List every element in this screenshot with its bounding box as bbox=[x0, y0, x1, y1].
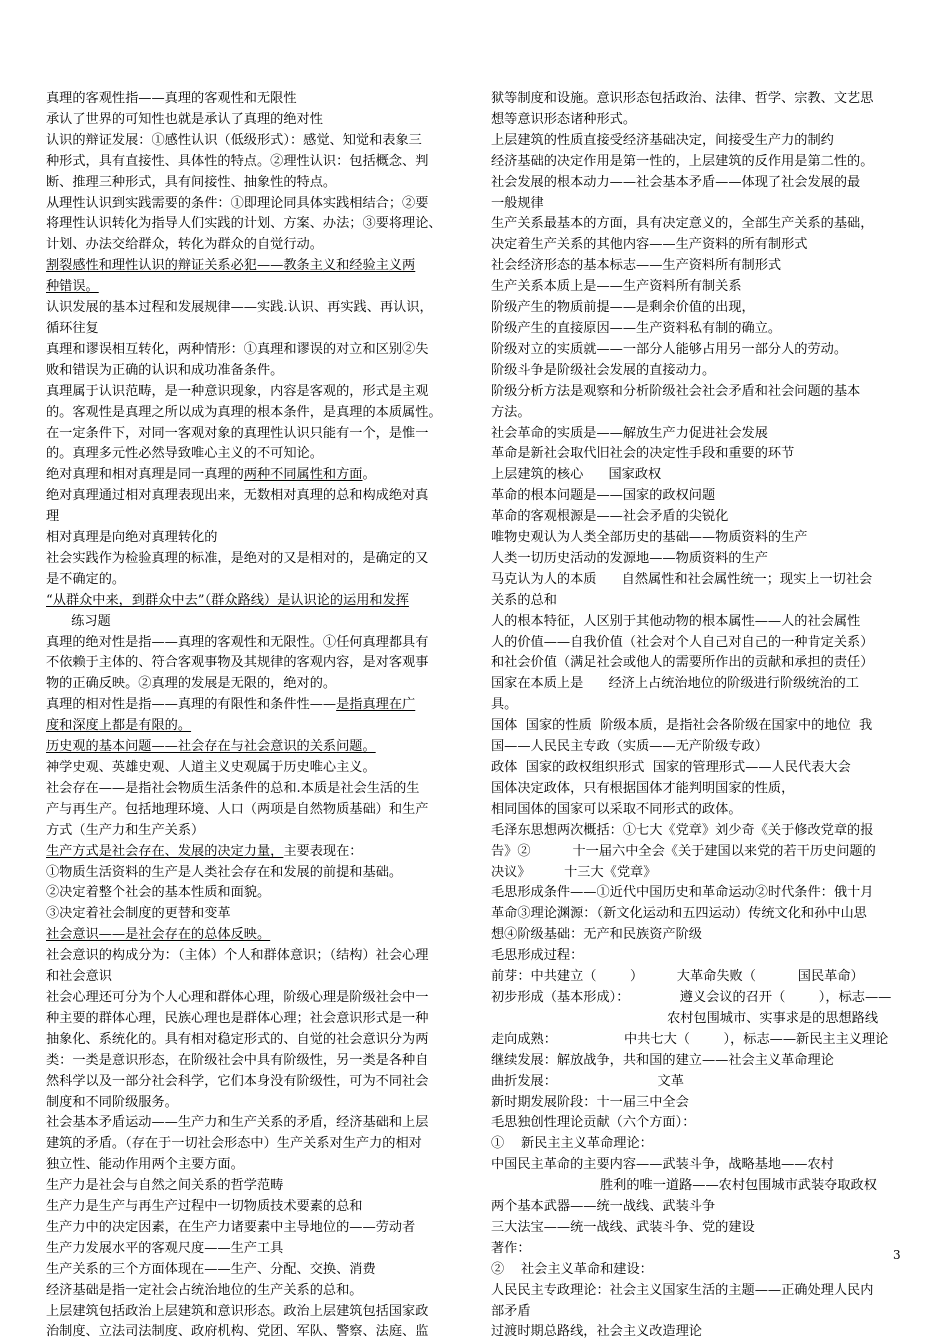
page-number: 3 bbox=[893, 1248, 901, 1262]
text-line: 部矛盾 bbox=[491, 1303, 531, 1319]
text-line: 社会意识的构成分为：（主体）个人和群体意识；（结构）社会心理 bbox=[46, 948, 429, 964]
text-line: 过渡时期总路线，社会主义改造理论 bbox=[491, 1324, 702, 1340]
text-line: 社会意识——是社会存在的总体反映。 bbox=[46, 927, 271, 943]
text-line: 阶级对立的实质就——一部分人能够占用另一部分人的劳动。 bbox=[491, 341, 848, 357]
text-line: 然科学以及一部分社会科学，它们本身没有阶级性，可为不同社会 bbox=[46, 1073, 429, 1089]
text-line: 农村包围城市、实事求是的思想路线 bbox=[491, 1010, 879, 1026]
text-line: 绝对真理通过相对真理表现出来，无数相对真理的总和构成绝对真 bbox=[46, 488, 429, 504]
text-line: 社会存在——是指社会物质生活条件的总和.本质是社会生活的生 bbox=[46, 780, 420, 796]
text-line: 人的根本特征，人区别于其他动物的根本属性——人的社会属性 bbox=[491, 613, 861, 629]
text-line: 生产力发展水平的客观尺度——生产工具 bbox=[46, 1240, 284, 1256]
text-line: 决定着生产关系的其他内容——生产资料的所有制形式 bbox=[491, 237, 808, 253]
text-line: 和社会意识 bbox=[46, 969, 112, 985]
text-line: 真理和谬误相互转化，两种情形：①真理和谬误的对立和区别②失 bbox=[46, 341, 429, 357]
text-line: 是不确定的。 bbox=[46, 571, 126, 587]
text-line: 经济基础的决定作用是第一性的，上层建筑的反作用是第二性的。 bbox=[491, 153, 874, 169]
text-line: 胜利的唯一道路——农村包围城市武装夺取政权 bbox=[491, 1178, 877, 1194]
text-line: 阶级斗争是阶级社会发展的直接动力。 bbox=[491, 362, 716, 378]
text-line: 阶级产生的直接原因——生产资料私有制的确立。 bbox=[491, 320, 782, 336]
text-segment: 。 bbox=[362, 467, 376, 483]
text-line: 方式（生产力和生产关系） bbox=[46, 822, 205, 838]
text-line: 从理性认识到实践需要的条件：①即理论同具体实践相结合；②要 bbox=[46, 195, 429, 211]
text-line: 社会基本矛盾运动——生产力和生产关系的矛盾，经济基础和上层 bbox=[46, 1115, 429, 1131]
text-line: 社会革命的实质是——解放生产力促进社会发展 bbox=[491, 425, 768, 441]
text-line: 抽象化、系统化的。具有相对稳定形式的、自觉的社会意识分为两 bbox=[46, 1031, 429, 1047]
text-line: 生产关系本质上是——生产资料所有制关系 bbox=[491, 279, 742, 295]
text-line: 想④阶级基础：无产和民族资产阶级 bbox=[491, 927, 702, 943]
text-line: ①物质生活资料的生产是人类社会存在和发展的前提和基础。 bbox=[46, 864, 403, 880]
text-line: 断、推理三种形式，具有间接性、抽象性的特点。 bbox=[46, 174, 337, 190]
text-line: 国——人民民主专政（实质——无产阶级专政） bbox=[491, 739, 768, 755]
text-line: 治制度、立法司法制度、政府机构、党团、军队、警察、法庭、监 bbox=[46, 1324, 429, 1340]
text-line: 想等意识形态诸种形式。 bbox=[491, 111, 637, 127]
text-line: 神学史观、英雄史观、人道主义史观属于历史唯心主义。 bbox=[46, 760, 376, 775]
text-line: 革命的客观根源是——社会矛盾的尖锐化 bbox=[491, 509, 729, 525]
text-line: 建筑的矛盾。（存在于一切社会形态中）生产关系对生产力的相对 bbox=[46, 1136, 422, 1152]
text-line: 社会实践作为检验真理的标准，是绝对的又是相对的，是确定的又 bbox=[46, 550, 429, 566]
text-line: 阶级产生的物质前提——是剩余价值的出现， bbox=[491, 300, 755, 316]
text-line: 历史观的基本问题——社会存在与社会意识的关系问题。 bbox=[46, 739, 376, 755]
text-line: 国体决定政体，只有根据国体才能判明国家的性质， bbox=[491, 780, 795, 796]
text-segment: 真理的相对性是指——真理的有限性和条件性—— bbox=[46, 697, 337, 713]
text-line: 真理的客观性指——真理的客观性和无限性 bbox=[46, 91, 297, 106]
text-line: 真理属于认识范畴，是一种意识现象，内容是客观的，形式是主观 bbox=[46, 383, 429, 399]
text-line: 革命的根本问题是——国家的政权问题 bbox=[491, 488, 716, 504]
text-line: 三大法宝——统一战线、武装斗争、党的建设 bbox=[491, 1219, 755, 1235]
text-line: 相对真理是向绝对真理转化的 bbox=[46, 530, 218, 546]
text-line: 练习题 bbox=[46, 613, 111, 629]
text-line bbox=[46, 465, 464, 486]
text-line: 生产力中的决定因素，在生产力诸要素中主导地位的——劳动者 bbox=[46, 1219, 416, 1235]
left-column bbox=[46, 89, 464, 1343]
text-line: 走向成熟： 中共七大（ ），标志——新民主主义理论 bbox=[491, 1031, 889, 1047]
text-line: 方法。 bbox=[491, 404, 531, 420]
text-line: 循环往复 bbox=[46, 320, 99, 336]
text-line: 相同国体的国家可以采取不同形式的政体。 bbox=[491, 801, 742, 817]
underlined-text: 是指真理在广 bbox=[336, 697, 416, 713]
text-line: 人民民主专政理论：社会主义国家生活的主题——正确处理人民内 bbox=[491, 1282, 874, 1298]
text-line: 初步形成（基本形成）： 遵义会议的召开（ ），标志—— bbox=[491, 989, 892, 1005]
text-line: 的。客观性是真理之所以成为真理的根本条件，是真理的本质属性。 bbox=[46, 404, 442, 420]
text-line: 革命是新社会取代旧社会的决定性手段和重要的环节 bbox=[491, 446, 795, 462]
text-line: 中国民主革命的主要内容——武装斗争，战略基地——农村 bbox=[491, 1157, 834, 1173]
text-line: ③决定着社会制度的更替和变革 bbox=[46, 906, 231, 922]
text-line: 生产关系的三个方面体现在——生产、分配、交换、消费 bbox=[46, 1261, 376, 1277]
text-line: 社会发展的根本动力——社会基本矛盾——体现了社会发展的最 bbox=[491, 174, 861, 190]
text-line: 独立性、能动作用两个主要方面。 bbox=[46, 1157, 244, 1173]
text-line: 曲折发展： 文革 bbox=[491, 1073, 684, 1089]
text-line: 前芽：中共建立（ ） 大革命失败（ 国民革命） bbox=[491, 969, 864, 985]
text-line: 国家在本质上是 经济上占统治地位的阶级进行阶级统治的工 bbox=[491, 676, 860, 692]
text-line: 上层建筑的性质直接受经济基础决定，间接受生产力的制约 bbox=[491, 132, 834, 148]
text-line: 生产力是生产与再生产过程中一切物质技术要素的总和 bbox=[46, 1199, 363, 1215]
text-line: 毛思独创性理论贡献（六个方面）： bbox=[491, 1115, 696, 1131]
text-line: ① 新民主主义革命理论： bbox=[491, 1136, 653, 1152]
text-line: 制度和不同阶级服务。 bbox=[46, 1094, 178, 1110]
text-line: 具。 bbox=[491, 697, 518, 713]
text-line: 唯物史观认为人类全部历史的基础——物质资料的生产 bbox=[491, 530, 808, 546]
text-line: 认识的辩证发展：①感性认识（低级形式）：感觉、知觉和表象三 bbox=[46, 132, 422, 148]
text-line: 种主要的群体心理，民族心理也是群体心理；社会意识形式是一种 bbox=[46, 1010, 429, 1026]
text-line: 类：一类是意识形态，在阶级社会中具有阶级性，另一类是各种自 bbox=[46, 1052, 429, 1068]
text-line: 两个基本武器——统一战线、武装斗争 bbox=[491, 1199, 716, 1215]
text-line: 真理的绝对性是指——真理的客观性和无限性。①任何真理都具有 bbox=[46, 634, 429, 650]
text-line: 继续发展：解放战争，共和国的建立——社会主义革命理论 bbox=[491, 1052, 834, 1068]
text-line: 狱等制度和设施。意识形态包括政治、法律、哲学、宗教、文艺思 bbox=[491, 91, 874, 106]
text-line: “从群众中来，到群众中去”（群众路线）是认识论的运用和发挥 bbox=[46, 592, 409, 608]
text-line: 产与再生产。包括地理环境、人口（两项是自然物质基础）和生产 bbox=[46, 801, 429, 817]
text-line: 毛泽东思想两次概括：①七大《党章》刘少奇《关于修改党章的报 bbox=[491, 822, 874, 838]
text-line: 毛思形成条件——①近代中国历史和革命运动②时代条件：俄十月 bbox=[491, 885, 874, 901]
text-line: 新时期发展阶段：十一届三中全会 bbox=[491, 1094, 689, 1110]
text-line: 人类一切历史活动的发源地——物质资料的生产 bbox=[491, 550, 768, 566]
text-line: 国体 国家的性质 阶级本质，是指社会各阶级在国家中的地位 我 bbox=[491, 718, 873, 734]
text-line: 告》② 十一届六中全会《关于建国以来党的若干历史问题的 bbox=[491, 843, 876, 859]
text-line: ② 社会主义革命和建设： bbox=[491, 1261, 653, 1277]
text-line: 的。真理多元性必然导致唯心主义的不可知论。 bbox=[46, 446, 323, 462]
text-line: 关系的总和 bbox=[491, 592, 557, 608]
text-line: 和社会价值（满足社会或他人的需要所作出的贡献和承担的责任） bbox=[491, 655, 874, 671]
underlined-text: 两种不同属性和方面 bbox=[243, 467, 363, 483]
text-line: 生产力是社会与自然之间关系的哲学范畴 bbox=[46, 1178, 284, 1194]
text-line: 在一定条件下，对同一客观对象的真理性认识只能有一个，是惟一 bbox=[46, 425, 429, 441]
text-line: 种错误。 bbox=[46, 279, 99, 295]
text-line: 马克认为人的本质 自然属性和社会属性统一；现实上一切社会 bbox=[491, 571, 873, 587]
text-line: 经济基础是指一定社会占统治地位的生产关系的总和。 bbox=[46, 1282, 363, 1298]
text-line: 社会心理还可分为个人心理和群体心理，阶级心理是阶级社会中一 bbox=[46, 989, 429, 1005]
text-line: 政体 国家的政权组织形式 国家的管理形式——人民代表大会 bbox=[491, 760, 851, 775]
underlined-text: 生产方式是社会存在、发展的决定力量， bbox=[46, 843, 284, 859]
text-line: 革命③理论渊源：（新文化运动和五四运动）传统文化和孙中山思 bbox=[491, 906, 867, 922]
text-line: 计划、办法交给群众，转化为群众的自觉行动。 bbox=[46, 237, 323, 253]
text-line: 上层建筑的核心 国家政权 bbox=[491, 467, 662, 483]
text-line: 阶级分析方法是观察和分析阶级社会社会矛盾和社会问题的基本 bbox=[491, 383, 861, 399]
text-line: 理 bbox=[46, 509, 60, 525]
text-line: 割裂感性和理性认识的辩证关系必犯——教条主义和经验主义两 bbox=[46, 258, 416, 274]
text-line: 生产关系最基本的方面，具有决定意义的，全部生产关系的基础， bbox=[491, 216, 874, 232]
text-line: 物的正确反映。②真理的发展是无限的，绝对的。 bbox=[46, 676, 337, 692]
text-line: 不依赖于主体的、符合客观事物及其规律的客观内容，是对客观事 bbox=[46, 655, 429, 671]
text-segment: 绝对真理和相对真理是同一真理的 bbox=[46, 467, 244, 483]
text-line: 认识发展的基本过程和发展规律——实践.认识、再实践、再认识， bbox=[46, 300, 433, 316]
text-line bbox=[46, 695, 464, 716]
text-line: 著作： bbox=[491, 1240, 531, 1256]
text-line: 承认了世界的可知性也就是承认了真理的绝对性 bbox=[46, 111, 323, 127]
text-line: 社会经济形态的基本标志——生产资料所有制形式 bbox=[491, 258, 782, 274]
text-line: 种形式，具有直接性、具体性的特点。②理性认识：包括概念、判 bbox=[46, 153, 429, 169]
text-line: 毛思形成过程： bbox=[491, 948, 584, 964]
text-line: 度和深度上都是有限的。 bbox=[46, 718, 192, 734]
text-line: ②决定着整个社会的基本性质和面貌。 bbox=[46, 885, 271, 901]
text-line: 人的价值——自我价值（社会对个人自己对自己的一种肯定关系） bbox=[491, 634, 874, 650]
text-line: 败和错误为正确的认识和成功准备条件。 bbox=[46, 362, 284, 378]
text-line bbox=[46, 842, 464, 863]
text-segment: 主要表现在： bbox=[283, 843, 363, 859]
text-line: 上层建筑包括政治上层建筑和意识形态。政治上层建筑包括国家政 bbox=[46, 1303, 429, 1319]
right-column bbox=[491, 89, 909, 1343]
text-line: 一般规律 bbox=[491, 195, 544, 211]
text-line: 决议》 十三大《党章》 bbox=[491, 864, 657, 880]
text-line: 将理性认识转化为指导人们实践的计划、方案、办法；③要将理论、 bbox=[46, 216, 442, 232]
